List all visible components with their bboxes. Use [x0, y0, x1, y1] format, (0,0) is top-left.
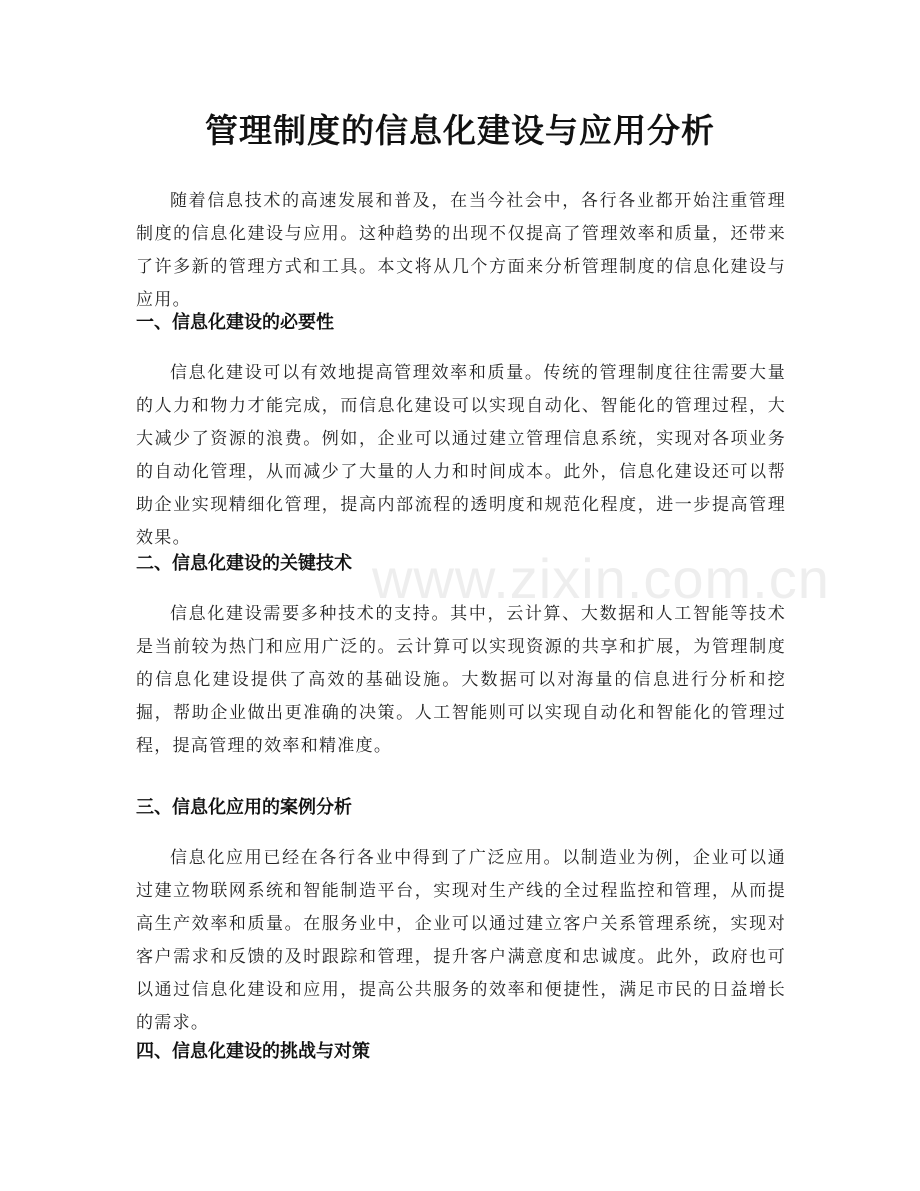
section-body-2: 信息化建设需要多种技术的支持。其中，云计算、大数据和人工智能等技术是当前较为热门和应用广泛的。云计算可以实现资源的共享和扩展，为管理制度的信息化建设提供了高效的基础设施。大数据可以对海量的信息进行分析和挖掘，帮助企业做出更准确的决策。人工智能则可以实现自动化和智能化的管理过程，提高管理的效率和精准度。 [136, 604, 786, 756]
section-heading-4: 四、信息化建设的挑战与对策 [136, 1041, 370, 1062]
section-body-1: 信息化建设可以有效地提高管理效率和质量。传统的管理制度往往需要大量的人力和物力才能完成，而信息化建设可以实现自动化、智能化的管理过程，大大减少了资源的浪费。例如，企业可以通过建立管理信息系统，实现对各项业务的自动化管理，从而减少了大量的人力和时间成本。此外，信息化建设还可以帮助企业实现精细化管理，提高内部流程的透明度和规范化程度，进一步提高管理效果。 [136, 363, 786, 548]
intro-paragraph: 随着信息技术的高速发展和普及，在当今社会中，各行各业都开始注重管理制度的信息化建设与应用。这种趋势的出现不仅提高了管理效率和质量，还带来了许多新的管理方式和工具。本文将从几个方面来分析管理制度的信息化建设与应用。 [136, 191, 786, 310]
watermark: www.zixin.com.cn [372, 547, 830, 610]
section-heading-1: 一、信息化建设的必要性 [136, 312, 334, 333]
section-body-3: 信息化应用已经在各行各业中得到了广泛应用。以制造业为例，企业可以通过建立物联网系统和智能制造平台，实现对生产线的全过程监控和管理，从而提高生产效率和质量。在服务业中，企业可以通过建立客户关系管理系统，实现对客户需求和反馈的及时跟踪和管理，提升客户满意度和忠诚度。此外，政府也可以通过信息化建设和应用，提高公共服务的效率和便捷性，满足市民的日益增长的需求。 [136, 848, 786, 1033]
section-heading-3: 三、信息化应用的案例分析 [136, 797, 352, 818]
section-heading-2: 二、信息化建设的关键技术 [136, 553, 352, 574]
page-title: 管理制度的信息化建设与应用分析 [205, 111, 715, 150]
